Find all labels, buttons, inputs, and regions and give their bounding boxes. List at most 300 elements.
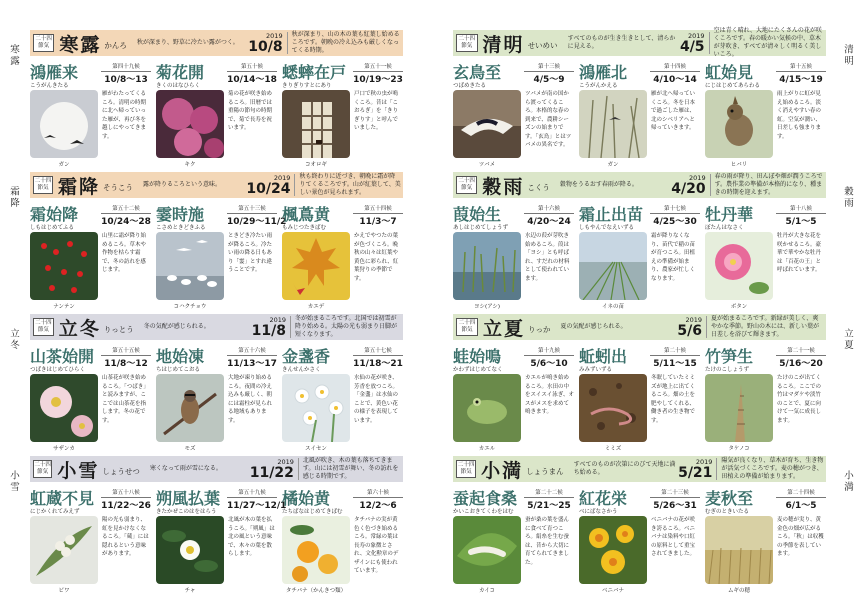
ko-caption: サザンカ [53, 446, 75, 452]
ko-caption: コオロギ [304, 162, 327, 168]
ko-name: 楓蔦黄 [282, 205, 331, 224]
ko-name: 菊花開 [156, 63, 205, 82]
sekki-reading: りっか [528, 325, 551, 334]
sekki-date [671, 175, 705, 196]
ko-description: 山茶花が咲き始めるころ。「つばき」と読みますが、ここでは山茶花を指します。冬の花です。 [102, 375, 149, 424]
sekki-description: すべてのものが次第にのびて天地に満ち始める。 [573, 461, 676, 476]
sekki-name: 清明 [482, 33, 525, 56]
ko-card [705, 60, 826, 172]
photo-illustration [156, 90, 224, 158]
ko-card [579, 60, 700, 172]
ko-photo [453, 516, 521, 584]
sekki-description: すべてのものが生き生きとして、清らかに見える。 [567, 35, 676, 50]
ko-dates: 5/26〜31 [653, 501, 697, 511]
ko-card [453, 202, 574, 314]
gutter-label: 寒露 [8, 44, 19, 67]
ko-dates: 4/15〜19 [779, 75, 823, 85]
photo-illustration [705, 374, 773, 442]
sekki-section [453, 27, 826, 172]
ko-reading: みみずいずる [579, 367, 613, 373]
photo-illustration [30, 516, 98, 584]
sekki-section [30, 314, 403, 456]
ko-card [30, 202, 151, 314]
sekki-reading: そうこう [102, 183, 133, 192]
sekki-badge: 二十四 節気 [456, 460, 476, 478]
sekki-header [453, 456, 826, 482]
ko-row [30, 344, 403, 456]
photo-illustration [282, 90, 350, 158]
sekki-date [252, 317, 286, 338]
ko-reading: たけのこしょうず [705, 367, 750, 373]
ko-dates: 11/13〜17 [227, 359, 277, 369]
sekki-month-day: 4/20 [671, 180, 706, 197]
ko-row [30, 486, 403, 598]
ko-caption: モズ [184, 446, 196, 452]
photo-illustration [579, 232, 647, 300]
ko-number: 第四十九候 [101, 62, 151, 72]
ko-number: 第五十六候 [227, 346, 277, 356]
ko-description: かえでやつたの葉が色づくころ。晩秋の山々は紅葉や黄色に彩られ、紅葉狩りの季節です。 [354, 233, 399, 282]
ko-number: 第十八候 [776, 204, 826, 214]
ko-name: 竹笋生 [705, 347, 754, 366]
ko-reading: きりぎりすとにあり [282, 83, 332, 89]
ko-reading: ちはじめてこおる [156, 367, 201, 373]
ko-reading: しもはじめてふる [30, 225, 75, 231]
right-gutter [834, 0, 860, 608]
ko-caption: ベニバナ [601, 588, 624, 594]
ko-number: 第五十二候 [101, 204, 151, 214]
ko-description: ベニバナの花が咲き誇るころ。ベニバナは染料や口紅の原料として重宝されてきました。 [651, 517, 696, 557]
ko-caption: チャ [184, 588, 196, 594]
ko-reading: たちばなはじめてきばむ [282, 509, 343, 515]
sekki-badge: 二十四 節気 [33, 34, 54, 52]
ko-dates: 11/22〜26 [101, 501, 151, 511]
ko-dates: 4/20〜24 [527, 217, 571, 227]
ko-number: 第十七候 [650, 204, 700, 214]
ko-number: 第五十九候 [227, 488, 277, 498]
photo-illustration [705, 232, 773, 300]
ko-card [705, 486, 826, 598]
ko-description: 山里に霜が降り始めるころ。草木や作物を枯らす霜で、冬の訪れを感じます。 [102, 233, 147, 273]
ko-photo [579, 374, 647, 442]
ko-card [156, 60, 277, 172]
ko-name: 葭始生 [453, 205, 502, 224]
left-gutter [0, 0, 26, 608]
gutter-label: 清明 [842, 44, 853, 67]
sekki-year: 2019 [269, 315, 286, 324]
sekki-month-day: 11/8 [251, 322, 286, 339]
sekki-header [30, 314, 403, 340]
sekki-month-day: 4/5 [679, 38, 705, 55]
ko-row [453, 486, 826, 598]
ko-number: 第十九候 [524, 346, 574, 356]
ko-reading: あしはじめてしょうず [453, 225, 509, 231]
ko-reading: こうがんかえる [579, 83, 618, 89]
ko-card [705, 344, 826, 456]
sekki-note: 空は青く晴れ、大地にたくさんの花が咲くころです。春の暖かい気候の中、草木が芽吹き、すべてが清々しく明るく美しいころ。 [709, 32, 824, 54]
gutter-label: 小満 [842, 470, 853, 493]
sekki-section [30, 30, 403, 172]
photo-illustration [282, 374, 350, 442]
ko-photo [453, 374, 521, 442]
ko-card [579, 486, 700, 598]
sekki-note: 冬が始まるころです。北国では初雪が降り始める。太陽の光も弱まり日脚が短くなります。 [290, 316, 401, 338]
ko-reading: べにばなさかう [579, 509, 618, 515]
photo-illustration [579, 90, 647, 158]
ko-description: ツバメが南の国から渡ってくるころ。本格的な春の到来で、農耕シーズンの始まりです。「玄鳥」とはツバメの異名です。 [525, 91, 572, 148]
ko-number: 第十六候 [524, 204, 574, 214]
gutter-label: 穀雨 [842, 186, 853, 209]
ko-dates: 5/6〜10 [530, 359, 568, 369]
sekki-section [453, 172, 826, 314]
gutter-label: 小雪 [8, 470, 19, 493]
sekki-description: 夏の気配が感じられる。 [560, 323, 627, 330]
sekki-name: 霜降 [57, 175, 100, 198]
sekki-note: 秋も終わりに近づき、朝晩に霜が降りてくるころです。山が紅葉して、美しい景色が見られます。 [294, 174, 401, 196]
ko-name: 虹蔵不見 [30, 489, 95, 508]
ko-description: 雁がわたってくるころ。清明の時期に北へ帰っていった雁が、再び冬を越しにやってきます。 [102, 91, 147, 140]
ko-name: 霎時施 [156, 205, 205, 224]
ko-photo [453, 232, 521, 300]
ko-caption: カエル [478, 446, 496, 452]
ko-name: 山茶始開 [30, 347, 95, 366]
ko-name: 蟋蟀在戸 [282, 63, 347, 82]
ko-reading: こさめときどきふる [156, 225, 206, 231]
ko-caption: タケノコ [728, 446, 750, 452]
sekki-name: 寒露 [59, 33, 102, 56]
ko-dates: 5/11〜15 [653, 359, 697, 369]
ko-description: 水仙の花が咲き、芳香を放つころ。「金盞」は水仙のことで、黄色い花の様子を表現しています。 [354, 375, 399, 424]
ko-photo [579, 90, 647, 158]
ko-name: 虹始見 [705, 63, 754, 82]
sekki-year: 2019 [273, 173, 291, 182]
photo-illustration [30, 374, 98, 442]
photo-illustration [30, 232, 98, 300]
ko-card [282, 202, 403, 314]
ko-dates: 4/5〜9 [533, 75, 565, 85]
gutter-label: 立冬 [8, 328, 19, 351]
ko-caption: ヒバリ [730, 162, 748, 168]
ko-description: 霜が降りなくなり、苗代で稲の苗が育つころ。田植えの準備が始まり、農家が忙しくなります。 [651, 233, 696, 282]
ko-row [30, 202, 403, 314]
sekki-month-day: 5/6 [677, 322, 702, 339]
ko-dates: 4/10〜14 [653, 75, 697, 85]
right-page [430, 0, 860, 608]
sekki-year: 2019 [266, 31, 283, 40]
ko-card [453, 344, 574, 456]
sekki-month-day: 11/22 [249, 464, 294, 481]
sekki-description: 寒くなって雨が雪になる。 [149, 465, 222, 472]
photo-illustration [30, 90, 98, 158]
ko-photo [282, 232, 350, 300]
ko-caption: ナンテン [53, 304, 75, 310]
ko-name: 玄鳥至 [453, 63, 502, 82]
photo-illustration [156, 516, 224, 584]
ko-photo [705, 374, 773, 442]
photo-illustration [705, 90, 773, 158]
ko-photo [282, 374, 350, 442]
ko-description: 冬眠していたミミズが地上に出てくるころ。畑の土を肥やしてくれる、働き者の生き物です。 [651, 375, 696, 424]
ko-reading: にじかくれてみえず [30, 509, 80, 515]
ko-number: 第五十一候 [353, 62, 403, 72]
sekki-header [453, 172, 826, 198]
sekki-date [678, 459, 712, 480]
ko-description: カエルが鳴き始めるころ。水田の中をスイスイ泳ぎ、オスがメスを求めて鳴きます。 [525, 375, 574, 415]
ko-caption: キク [184, 162, 196, 168]
sekki-header [453, 314, 826, 340]
sekki-date [250, 459, 294, 480]
ko-reading: かいこおきてくわをはむ [453, 509, 514, 515]
ko-caption: ムギの穂 [727, 588, 750, 594]
sekki-section [453, 456, 826, 598]
photo-illustration [453, 516, 521, 584]
ko-photo [453, 90, 521, 158]
ko-reading: きたかぜこのはをはらう [156, 509, 217, 515]
ko-dates: 11/3〜7 [359, 217, 397, 227]
ko-description: ときどき冷たい雨が降るころ。冷たい雨の降る日もあり「霎」とすれ違うことです。 [228, 233, 273, 273]
sekki-year: 2019 [277, 457, 294, 466]
ko-photo [30, 516, 98, 584]
ko-description: 雁が北へ帰っていくころ。冬を日本で過ごした雁は、北のシベリアへと帰っていきます。 [651, 91, 696, 131]
ko-number: 第五十八候 [101, 488, 151, 498]
ko-dates: 4/25〜30 [653, 217, 697, 227]
ko-row [453, 344, 826, 456]
ko-name: 蛙始鳴 [453, 347, 502, 366]
ko-dates: 10/14〜18 [227, 75, 277, 85]
ko-name: 霜止出苗 [579, 205, 644, 224]
ko-reading: ぼたんはなさく [705, 225, 744, 231]
ko-photo [156, 374, 224, 442]
ko-card [282, 486, 403, 598]
ko-dates: 11/8〜12 [104, 359, 148, 369]
ko-card [156, 486, 287, 598]
ko-caption: ヨシ(アシ) [473, 304, 501, 310]
ko-dates: 10/29〜11/2 [227, 217, 287, 227]
gutter-label: 立夏 [842, 328, 853, 351]
ko-number: 第二十一候 [776, 346, 826, 356]
ko-dates: 10/24〜28 [101, 217, 151, 227]
sekki-date [246, 175, 290, 196]
ko-card [30, 344, 151, 456]
photo-illustration [453, 374, 521, 442]
sekki-badge: 二十四 節気 [456, 176, 477, 194]
ko-dates: 5/1〜5 [785, 217, 817, 227]
ko-photo [705, 516, 773, 584]
ko-dates: 11/27〜12/1 [227, 501, 287, 511]
photo-illustration [579, 516, 647, 584]
sekki-badge: 二十四 節気 [33, 460, 52, 478]
ko-photo [705, 232, 773, 300]
ko-description: 菊の花が咲き始めるころ。旧暦では重陽の節句の時期で、菊で長寿を祝います。 [228, 91, 273, 131]
ko-row [30, 60, 403, 172]
ko-card [156, 202, 287, 314]
sekki-date [248, 33, 282, 54]
ko-caption: ガン [607, 162, 619, 168]
sekki-header [30, 172, 403, 198]
ko-description: 戸口で秋の虫が鳴くころ。昔は「こおろぎ」を「きりぎりす」と呼んでいました。 [354, 91, 399, 131]
ko-caption: タチバナ（かんきつ類） [285, 588, 347, 594]
ko-caption: ボタン [730, 304, 748, 310]
ko-photo [30, 232, 98, 300]
sekki-section [30, 456, 403, 598]
sekki-name: 立夏 [483, 317, 526, 340]
ko-card [156, 344, 277, 456]
ko-number: 第六十候 [353, 488, 403, 498]
sekki-reading: りっとう [103, 325, 134, 334]
sekki-description: 秋が深まり、野草に冷たい露がつく。 [136, 39, 239, 46]
ko-reading: しもやんでなえいずる [579, 225, 635, 231]
ko-photo [579, 516, 647, 584]
ko-caption: スイセン [305, 446, 327, 452]
sekki-reading: こくう [527, 183, 550, 192]
ko-photo [156, 232, 224, 300]
ko-card [705, 202, 826, 314]
ko-number: 第十五候 [776, 62, 826, 72]
ko-description: タチバナの実が黄色く色づき始めるころ。常緑の葉は長寿の象徴とされ、文化勲章のデザインにも使われています。 [354, 517, 399, 574]
ko-number: 第二十三候 [650, 488, 700, 498]
ko-caption: コハクチョウ [173, 304, 207, 310]
ko-card [579, 344, 700, 456]
ko-name: 紅花栄 [579, 489, 628, 508]
sekki-name: 穀雨 [482, 175, 525, 198]
ko-photo [282, 516, 350, 584]
ko-reading: きくのはなひらく [156, 83, 201, 89]
sekki-badge: 二十四 節気 [456, 34, 478, 52]
sekki-reading: しょうまん [526, 467, 564, 476]
sekki-note: 北風が吹き、木の葉も落ちてきます。山には初雪が舞い、冬の訪れを感じる時期です。 [298, 458, 401, 480]
ko-dates: 11/18〜21 [353, 359, 403, 369]
ko-name: 麦秋至 [705, 489, 754, 508]
ko-description: 麦の穂が実り、黄金色の畑が広がるころ。「秋」は収穫の季節を表しています。 [777, 517, 824, 557]
photo-illustration [156, 374, 224, 442]
ko-number: 第五十四候 [353, 204, 403, 214]
ko-card [453, 486, 574, 598]
ko-reading: きんせんかさく [282, 367, 321, 373]
ko-description: 大地が凍り始めるころ。夜間の冷え込みも厳しく、朝には霜柱が見られる地域もあります。 [228, 375, 273, 424]
ko-card [30, 60, 151, 172]
sekki-description: 露が降りるころという意味。 [142, 181, 221, 188]
ko-row [453, 60, 826, 172]
gutter-label: 霜降 [8, 186, 19, 209]
ko-name: 鴻雁北 [579, 63, 628, 82]
photo-illustration [453, 90, 521, 158]
ko-dates: 6/1〜5 [785, 501, 817, 511]
ko-name: 霜始降 [30, 205, 79, 224]
sekki-section [30, 172, 403, 314]
ko-caption: イネの苗 [602, 304, 624, 310]
sekki-reading: しょうせつ [102, 467, 140, 476]
ko-description: 蚕が桑の葉を盛んに食べて育つころ。絹糸を生む蚕は、昔から大切に育てられてきました。 [525, 517, 570, 566]
sekki-month-day: 10/8 [248, 38, 283, 55]
ko-description: 雨上がりに虹が見え始めるころ。淡く消えやすい春の虹。空気が潤い、日差しも強まります。 [777, 91, 822, 140]
ko-card [30, 486, 151, 598]
ko-photo [156, 516, 224, 584]
ko-number: 第十三候 [524, 62, 574, 72]
ko-photo [579, 232, 647, 300]
sekki-header [30, 30, 403, 56]
ko-number: 第五十七候 [353, 346, 403, 356]
photo-illustration [453, 232, 521, 300]
ko-dates: 5/16〜20 [779, 359, 823, 369]
ko-description: 陽の光も弱まり、虹を見かけなくなるころ。「蔵」には隠れるという意味があります。 [102, 517, 149, 557]
ko-photo [282, 90, 350, 158]
ko-number: 第五十候 [227, 62, 277, 72]
ko-description: 水辺の葭が芽吹き始めるころ。葭は「ヨシ」とも呼ばれ、すだれの材料として使われています。 [525, 233, 570, 282]
ko-reading: むぎのときいたる [705, 509, 750, 515]
sekki-description: 冬の気配が感じられる。 [143, 323, 210, 330]
sekki-description: 穀物をうるおす春雨が降る。 [559, 181, 638, 188]
sekki-badge: 二十四 節気 [33, 176, 53, 194]
sekki-date [677, 317, 702, 338]
photo-illustration [579, 374, 647, 442]
ko-name: 蚕起食桑 [453, 489, 518, 508]
sekki-badge: 二十四 節気 [33, 318, 54, 336]
sekki-reading: せいめい [527, 41, 558, 50]
ko-reading: かわずはじめてなく [453, 367, 503, 373]
ko-caption: カイコ [478, 588, 496, 594]
sekki-year: 2019 [685, 315, 702, 324]
ko-reading: つばきはじめてひらく [30, 367, 86, 373]
sekki-month-day: 5/21 [678, 464, 713, 481]
ko-name: 蚯蚓出 [579, 347, 628, 366]
ko-reading: こうがんきたる [30, 83, 69, 89]
ko-name: 地始凍 [156, 347, 205, 366]
photo-illustration [282, 232, 350, 300]
ko-number: 第十四候 [650, 62, 700, 72]
ko-photo [705, 90, 773, 158]
ko-number: 第二十二候 [524, 488, 574, 498]
sekki-note: 春の雨が降り、田んぼや畑が潤うころです。農作業の準備が本格的になり、種まきの時期を迎えます。 [710, 174, 824, 196]
ko-caption: カエデ [307, 304, 325, 310]
ko-name: 鴻雁来 [30, 63, 79, 82]
ko-number: 第二十四候 [776, 488, 826, 498]
ko-reading: もみじつたきばむ [282, 225, 327, 231]
ko-name: 金盞香 [282, 347, 331, 366]
ko-description: 北風が木の葉を払うころ。「朔風」は北の風という意味で、木々の葉を散らします。 [228, 517, 275, 557]
sekki-year: 2019 [689, 173, 706, 182]
sekki-name: 立冬 [58, 317, 101, 340]
ko-card [579, 202, 700, 314]
sekki-date [680, 33, 705, 54]
sekki-reading: かんろ [104, 41, 127, 50]
sekki-header [30, 456, 403, 482]
sekki-month-day: 10/24 [246, 180, 291, 197]
sekki-header [453, 27, 826, 58]
ko-card [453, 60, 574, 172]
sekki-year: 2019 [695, 457, 713, 466]
ko-number: 第五十五候 [101, 346, 151, 356]
ko-name: 朔風払葉 [156, 489, 221, 508]
ko-reading: つばめきたる [453, 83, 487, 89]
ko-description: 牡丹が大きな花を咲かせるころ。豪華で華やかな牡丹は「百花の王」と呼ばれています。 [777, 233, 822, 273]
ko-number: 第五十三候 [227, 204, 277, 214]
sekki-note: 秋が深まり、山の木の葉も紅葉し始めるころです。朝晩の冷え込みも厳しくなってくる時期。 [287, 32, 401, 54]
sekki-badge: 二十四 節気 [456, 318, 478, 336]
ko-photo [30, 374, 98, 442]
ko-card [282, 344, 403, 456]
ko-dates: 10/19〜23 [353, 75, 403, 85]
ko-reading: にじはじめてあらわる [705, 83, 761, 89]
ko-name: 橘始黄 [282, 489, 331, 508]
ko-card [282, 60, 403, 172]
ko-row [453, 202, 826, 314]
sekki-name: 小雪 [57, 459, 100, 482]
ko-number: 第二十候 [650, 346, 700, 356]
sekki-section [453, 314, 826, 456]
ko-caption: ガン [58, 162, 70, 168]
ko-caption: ビワ [58, 588, 70, 594]
ko-photo [156, 90, 224, 158]
